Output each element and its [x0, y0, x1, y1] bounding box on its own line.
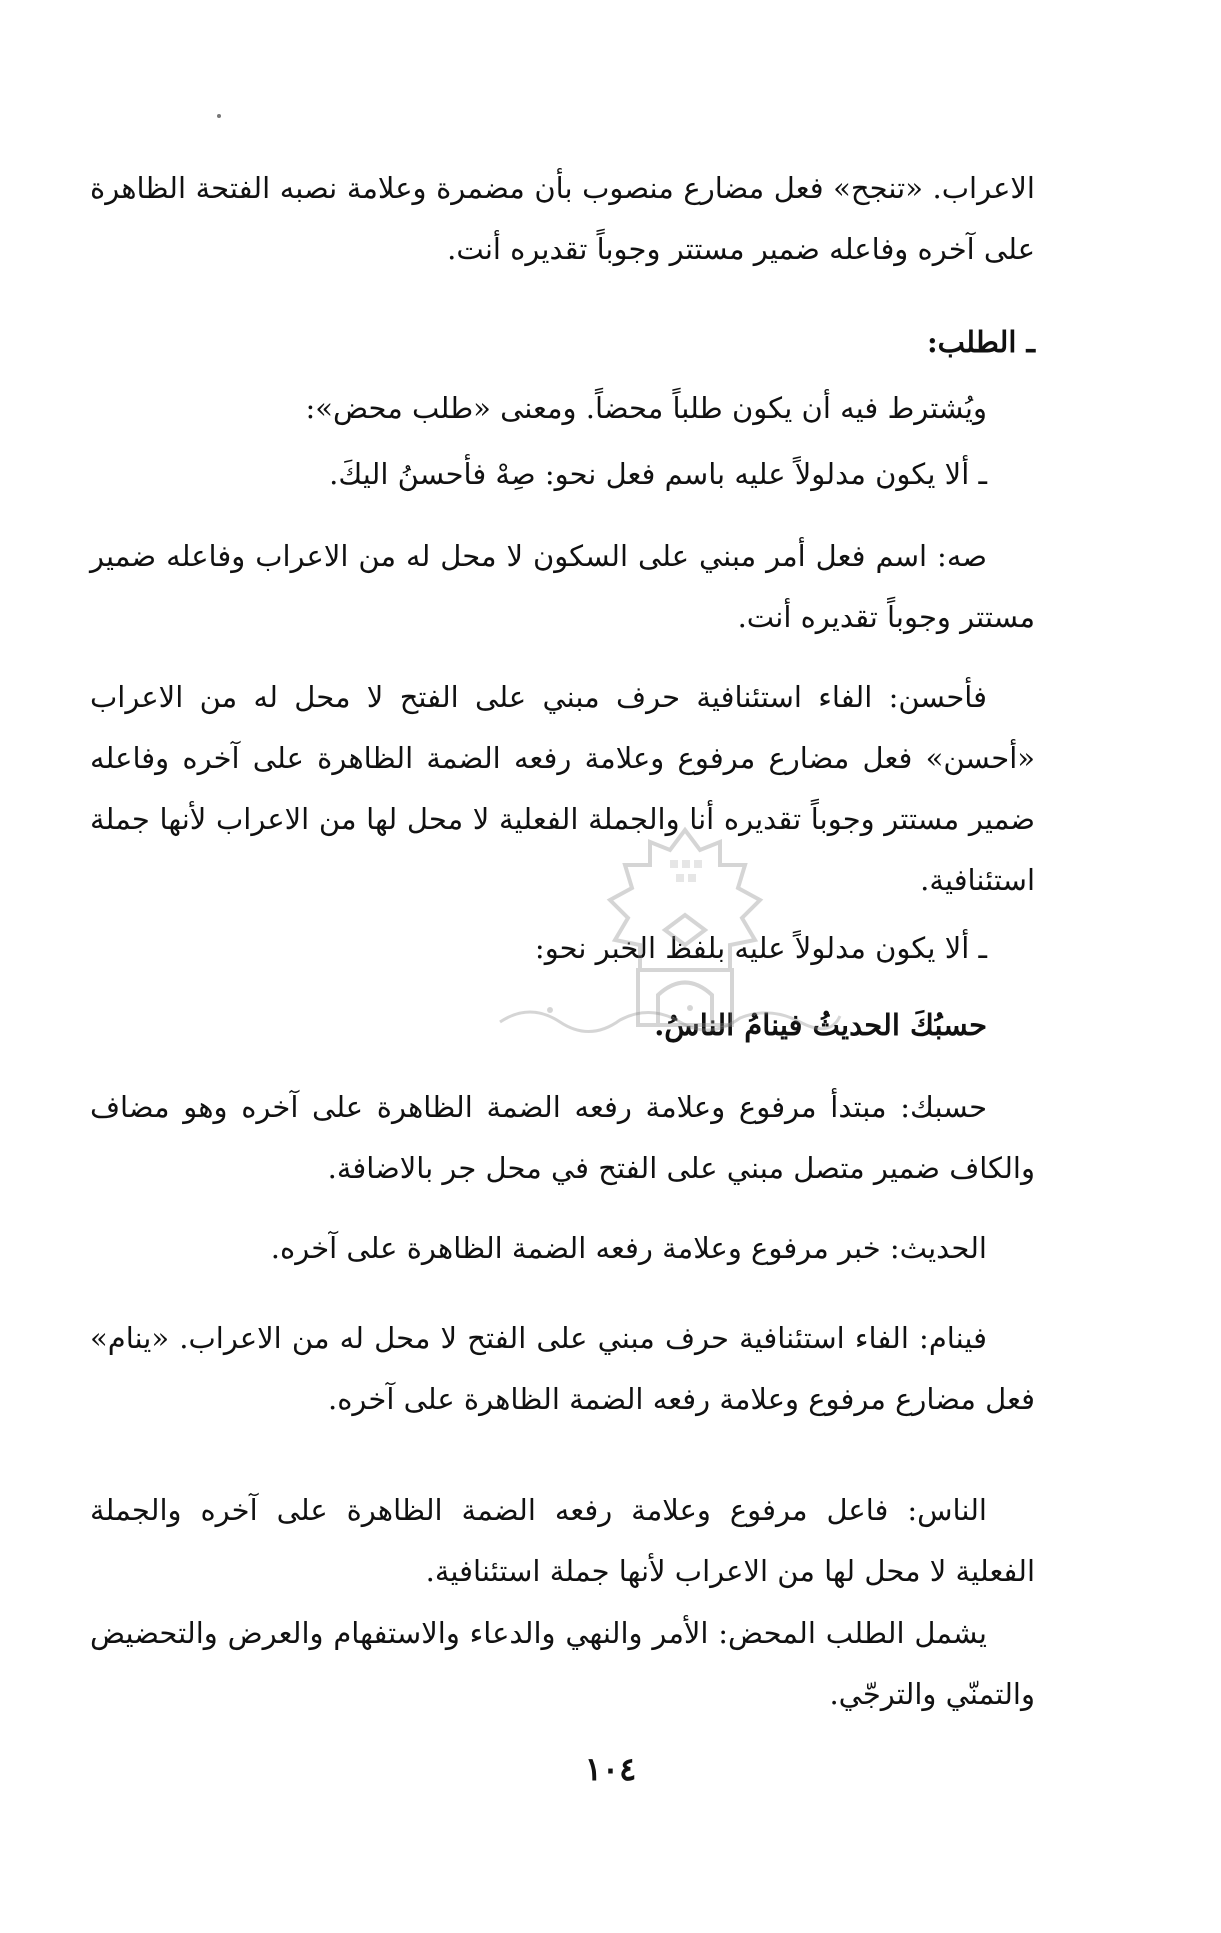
paragraph-7: حسبك: مبتدأ مرفوع وعلامة رفعه الضمة الظاهرة على آخره وهو مضاف والكاف ضمير متصل مبني على الفتح في محل جر بالاضافة. [90, 1090, 1035, 1185]
paragraph-4: صه: اسم فعل أمر مبني على السكون لا محل له من الاعراب وفاعله ضمير مستتر وجوباً تقديره أنت. [90, 539, 1035, 634]
paragraph-3: ـ ألا يكون مدلولاً عليه باسم فعل نحو: صِهْ فأحسنُ اليكَ. [329, 457, 987, 491]
scan-speck [217, 114, 221, 118]
section-heading: ـ الطلب: [926, 325, 1035, 359]
example-sentence: حسبُكَ الحديثُ فينامُ الناسُ. [654, 1008, 987, 1042]
paragraph-1: الاعراب. «تنجح» فعل مضارع منصوب بأن مضمرة وعلامة نصبه الفتحة الظاهرة على آخره وفاعله ضمير مستتر وجوباً تقديره أنت. [90, 171, 1035, 266]
paragraph-8: الحديث: خبر مرفوع وعلامة رفعه الضمة الظاهرة على آخره. [270, 1231, 987, 1265]
paragraph-11: يشمل الطلب المحض: الأمر والنهي والدعاء والاستفهام والعرض والتحضيض والتمنّي والترجّي. [90, 1616, 1035, 1711]
paragraph-5: فأحسن: الفاء استئنافية حرف مبني على الفتح لا محل له من الاعراب «أحسن» فعل مضارع مرفوع وعلامة رفعه الضمة الظاهرة على آخره وفاعله ضمير مستتر وجوباً تقديره أنا والجملة الفعلية لا محل لها من الاعراب لأنها جملة استئنافية. [90, 680, 1035, 897]
paragraph-6: ـ ألا يكون مدلولاً عليه بلفظ الخبر نحو: [534, 931, 987, 965]
page-number: ١٠٤ [584, 1750, 637, 1788]
paragraph-2: ويُشترط فيه أن يكون طلباً محضاً. ومعنى «طلب محض»: [305, 391, 987, 425]
paragraph-9: فينام: الفاء استئنافية حرف مبني على الفتح لا محل له من الاعراب. «ينام» فعل مضارع مرفوع وعلامة رفعه الضمة الظاهرة على آخره. [90, 1321, 1035, 1416]
paragraph-10: الناس: فاعل مرفوع وعلامة رفعه الضمة الظاهرة على آخره والجملة الفعلية لا محل لها من الاعراب لأنها جملة استئنافية. [90, 1493, 1035, 1588]
